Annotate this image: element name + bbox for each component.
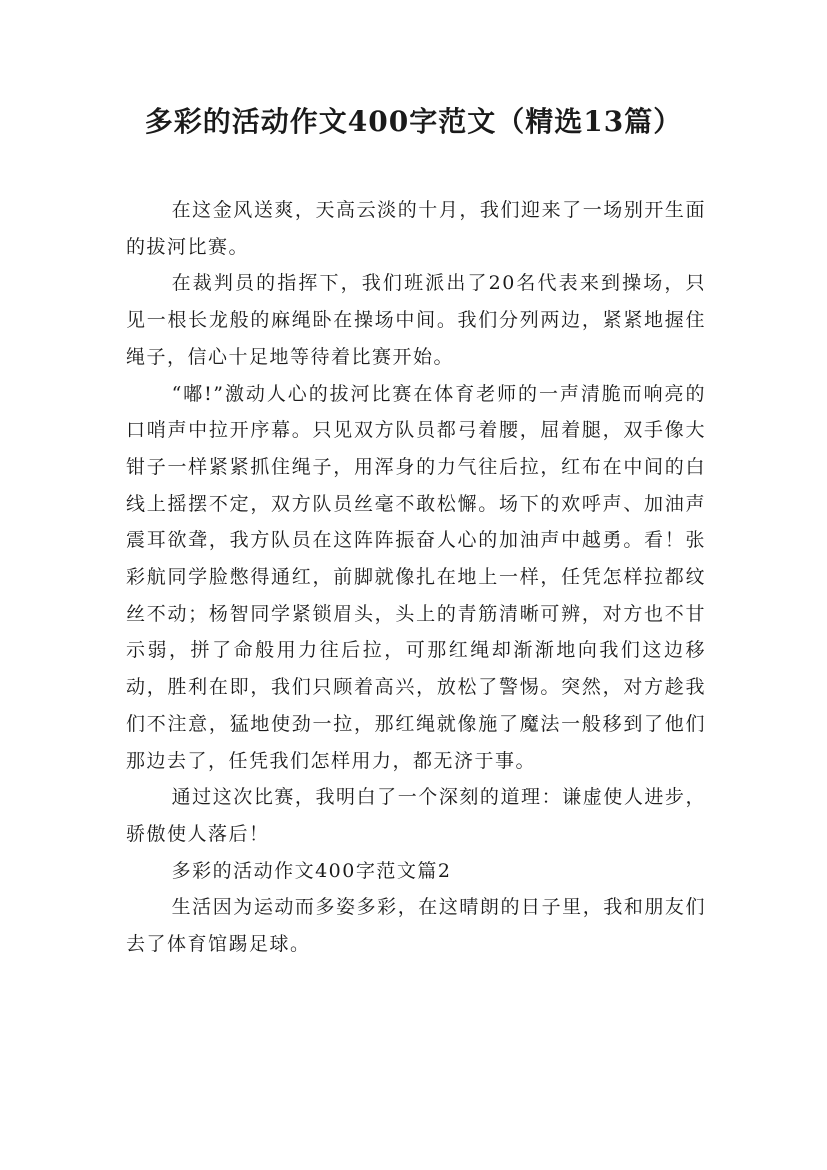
paragraph-team-selection: 在裁判员的指挥下，我们班派出了20名代表来到操场，只见一根长龙般的麻绳卧在操场中间。我们分列两边，紧紧地握住绳子，信心十足地等待着比赛开始。 (126, 272, 706, 368)
paragraph-lesson: 通过这次比赛，我明白了一个深刻的道理：谦虚使人进步，骄傲使人落后！ (126, 786, 706, 845)
document-body (126, 192, 706, 963)
section-heading-essay-2: 多彩的活动作文400字范文篇2 (171, 859, 452, 882)
document-title: 多彩的活动作文400字范文（精选13篇） (144, 105, 683, 138)
paragraph-intro: 在这金风送爽，天高云淡的十月，我们迎来了一场别开生面的拔河比赛。 (126, 199, 706, 258)
paragraph-match: “嘟!”激动人心的拔河比赛在体育老师的一声清脆而响亮的口哨声中拉开序幕。只见双方队员都弓着腰，屈着腿，双手像大钳子一样紧紧抓住绳子，用浑身的力气往后拉，红布在中间的白线上摇摆不定，双方队员丝毫不敢松懈。场下的欢呼声、加油声震耳欲聋，我方队员在这阵阵振奋人心的加油声中越勇。看！张彩航同学脸憋得通红，前脚就像扎在地上一样，任凭怎样拉都纹丝不动；杨智同学紧锁眉头，头上的青筋清晰可辨，对方也不甘示弱，拼了命般用力往后拉，可那红绳却渐渐地向我们这边移动，胜利在即，我们只顾着高兴，放松了警惕。突然，对方趁我们不注意，猛地使劲一拉，那红绳就像施了魔法一般移到了他们那边去了，任凭我们怎样用力，都无济于事。 (126, 382, 706, 772)
paragraph-essay-2-intro: 生活因为运动而多姿多彩，在这晴朗的日子里，我和朋友们去了体育馆踢足球。 (126, 896, 706, 956)
